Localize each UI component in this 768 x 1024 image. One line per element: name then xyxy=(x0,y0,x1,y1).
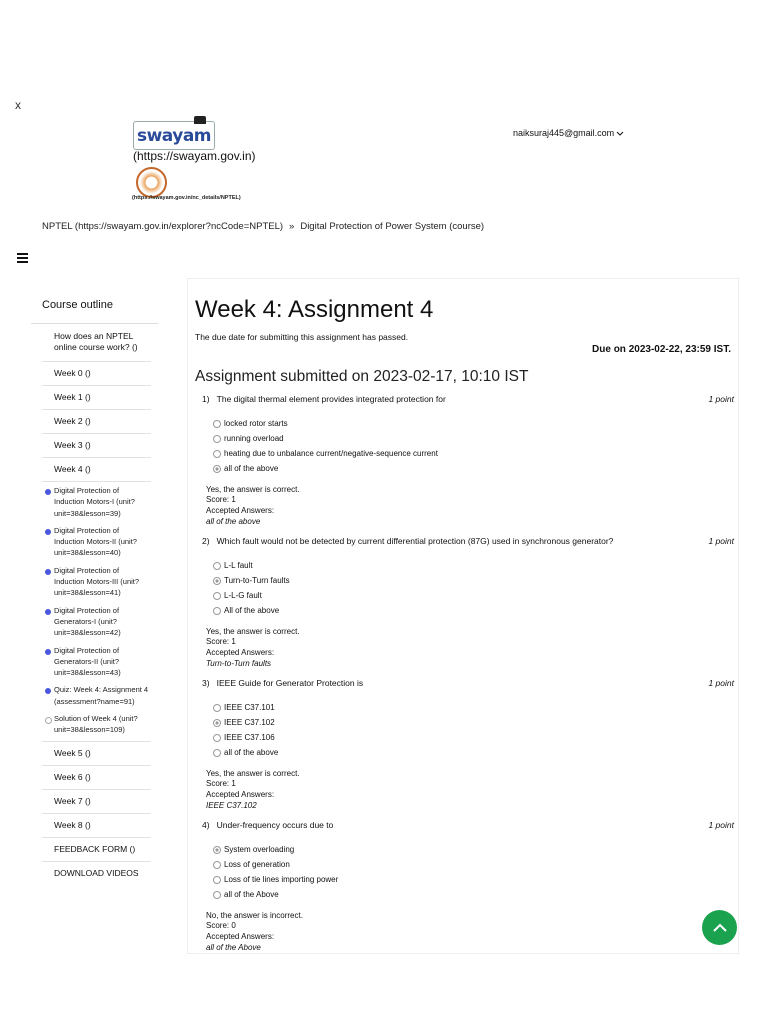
accepted-answers-label: Accepted Answers: xyxy=(206,648,275,657)
question-points: 1 point xyxy=(708,820,734,830)
question-1 xyxy=(202,394,734,527)
question-points: 1 point xyxy=(708,536,734,546)
radio-button[interactable] xyxy=(213,435,221,443)
sidebar-item-week-2[interactable]: Week 2 () xyxy=(42,410,151,434)
sidebar-item-week-8[interactable]: Week 8 () xyxy=(42,814,151,838)
completed-dot-icon xyxy=(45,609,51,615)
radio-button[interactable] xyxy=(213,420,221,428)
hamburger-icon[interactable] xyxy=(17,253,28,265)
question-text: Which fault would not be detected by current differential protection (87G) used in synchronous generator? xyxy=(216,536,614,546)
sidebar-item-week-3[interactable]: Week 3 () xyxy=(42,434,151,458)
option[interactable] xyxy=(213,715,734,730)
accepted-answer: all of the Above xyxy=(206,943,261,952)
chevron-up-icon xyxy=(712,923,728,933)
page-title: Week 4: Assignment 4 xyxy=(195,296,434,323)
user-email: naiksuraj445@gmail.com xyxy=(513,128,615,138)
completed-dot-icon xyxy=(45,529,51,535)
radio-button-selected[interactable] xyxy=(213,465,221,473)
question-4 xyxy=(202,820,734,953)
radio-button[interactable] xyxy=(213,876,221,884)
option-label: all of the above xyxy=(224,748,279,757)
option-label: heating due to unbalance current/negative-sequence current xyxy=(224,449,438,458)
question-text: IEEE Guide for Generator Protection is xyxy=(216,678,364,688)
sidebar-lesson-induction-motors-2[interactable] xyxy=(42,522,151,562)
answer-feedback: No, the answer is incorrect. xyxy=(206,911,303,920)
sidebar-title: Course outline xyxy=(31,291,158,324)
assignment-panel xyxy=(187,278,739,954)
accepted-answers-label: Accepted Answers: xyxy=(206,506,275,515)
breadcrumb xyxy=(42,221,484,232)
option[interactable] xyxy=(213,558,734,573)
lesson-label: Quiz: Week 4: Assignment 4 (assessment?name=91) xyxy=(54,685,149,706)
submission-status: Assignment submitted on 2023-02-17, 10:10 IST xyxy=(195,368,529,385)
sidebar-item-how-nptel-works[interactable]: How does an NPTEL online course work? () xyxy=(42,324,151,362)
score: Score: 1 xyxy=(206,495,236,504)
radio-button[interactable] xyxy=(213,861,221,869)
accepted-answer: IEEE C37.102 xyxy=(206,801,257,810)
option[interactable] xyxy=(213,446,734,461)
option[interactable] xyxy=(213,603,734,618)
due-passed-notice: The due date for submitting this assignment has passed. xyxy=(195,332,409,342)
radio-button[interactable] xyxy=(213,734,221,742)
completed-dot-icon xyxy=(45,649,51,655)
question-3 xyxy=(202,678,734,811)
lesson-label: Digital Protection of Generators-II (unit?unit=38&lesson=43) xyxy=(54,645,121,678)
option-label: IEEE C37.106 xyxy=(224,733,275,742)
option[interactable] xyxy=(213,887,734,902)
swayam-logo-text: swayam xyxy=(136,125,212,146)
option-label: all of the Above xyxy=(224,890,279,899)
option[interactable] xyxy=(213,857,734,872)
sidebar-item-week-1[interactable]: Week 1 () xyxy=(42,386,151,410)
radio-button-selected[interactable] xyxy=(213,577,221,585)
score: Score: 0 xyxy=(206,921,236,930)
option-label: locked rotor starts xyxy=(224,419,288,428)
sidebar-item-week-5[interactable]: Week 5 () xyxy=(42,742,151,766)
incomplete-dot-icon xyxy=(45,717,52,724)
due-date: Due on 2023-02-22, 23:59 IST. xyxy=(592,344,731,355)
option[interactable] xyxy=(213,745,734,760)
completed-dot-icon xyxy=(45,489,51,495)
answer-feedback: Yes, the answer is correct. xyxy=(206,485,300,494)
option[interactable] xyxy=(213,730,734,745)
option[interactable] xyxy=(213,872,734,887)
sidebar-item-week-4[interactable]: Week 4 () xyxy=(42,458,151,482)
option[interactable] xyxy=(213,700,734,715)
radio-button-selected[interactable] xyxy=(213,719,221,727)
accepted-answers-label: Accepted Answers: xyxy=(206,790,275,799)
lesson-label: Digital Protection of Induction Motors-II (unit?unit=38&lesson=40) xyxy=(54,525,137,558)
radio-button[interactable] xyxy=(213,592,221,600)
option-label: All of the above xyxy=(224,606,280,615)
radio-button[interactable] xyxy=(213,891,221,899)
sidebar-lesson-quiz-week-4[interactable] xyxy=(42,681,151,710)
radio-button[interactable] xyxy=(213,749,221,757)
radio-button[interactable] xyxy=(213,704,221,712)
answer-feedback: Yes, the answer is correct. xyxy=(206,627,300,636)
question-points: 1 point xyxy=(708,678,734,688)
radio-button[interactable] xyxy=(213,562,221,570)
score: Score: 1 xyxy=(206,637,236,646)
option[interactable] xyxy=(213,588,734,603)
accepted-answer: all of the above xyxy=(206,517,261,526)
option-label: L-L-G fault xyxy=(224,591,262,600)
option[interactable] xyxy=(213,461,734,476)
swayam-link[interactable]: (https://swayam.gov.in) xyxy=(133,149,256,163)
option-label: Loss of generation xyxy=(224,860,290,869)
score: Score: 1 xyxy=(206,779,236,788)
swayam-logo[interactable] xyxy=(133,121,215,150)
nptel-link[interactable]: (https://swayam.gov.in/nc_details/NPTEL) xyxy=(132,195,241,201)
user-menu[interactable] xyxy=(513,128,624,138)
scroll-to-top-button[interactable] xyxy=(702,910,737,945)
option-label: running overload xyxy=(224,434,284,443)
accepted-answers-label: Accepted Answers: xyxy=(206,932,275,941)
question-number: 3) xyxy=(202,678,210,688)
breadcrumb-separator: » xyxy=(289,221,295,232)
chevron-down-icon xyxy=(616,131,624,137)
radio-button[interactable] xyxy=(213,450,221,458)
lesson-label: Digital Protection of Generators-I (unit?unit=38&lesson=42) xyxy=(54,605,121,638)
radio-button[interactable] xyxy=(213,607,221,615)
lesson-label: Digital Protection of Induction Motors-I (unit?unit=38&lesson=39) xyxy=(54,486,135,518)
option-label: IEEE C37.102 xyxy=(224,718,275,727)
question-number: 2) xyxy=(202,536,210,546)
sidebar-item-feedback-form[interactable]: FEEDBACK FORM () xyxy=(42,838,151,862)
sidebar-item-week-7[interactable]: Week 7 () xyxy=(42,790,151,814)
sidebar-item-week-0[interactable]: Week 0 () xyxy=(42,362,151,386)
sidebar-item-week-6[interactable]: Week 6 () xyxy=(42,766,151,790)
course-outline-sidebar xyxy=(31,291,158,885)
breadcrumb-nptel[interactable]: NPTEL (https://swayam.gov.in/explorer?ncCode=NPTEL) xyxy=(42,221,284,232)
lesson-label: Solution of Week 4 (unit?unit=38&lesson=109) xyxy=(54,714,138,735)
option[interactable] xyxy=(213,573,734,588)
sidebar-item-download-videos[interactable]: DOWNLOAD VIDEOS xyxy=(54,867,139,878)
question-text: Under-frequency occurs due to xyxy=(216,820,334,830)
option-label: IEEE C37.101 xyxy=(224,703,275,712)
option-label: Turn-to-Turn faults xyxy=(224,576,290,585)
option-label: L-L fault xyxy=(224,561,253,570)
sidebar-lesson-induction-motors-1[interactable] xyxy=(42,482,151,522)
sidebar-lesson-induction-motors-3[interactable] xyxy=(42,562,151,602)
answer-feedback: Yes, the answer is correct. xyxy=(206,769,300,778)
option-label: all of the above xyxy=(224,464,279,473)
sidebar-lesson-generators-2[interactable] xyxy=(42,642,151,682)
lesson-label: Digital Protection of Induction Motors-III (unit?unit=38&lesson=41) xyxy=(54,565,140,598)
accepted-answer: Turn-to-Turn faults xyxy=(206,659,272,668)
option-label: Loss of tie lines importing power xyxy=(224,875,339,884)
question-text: The digital thermal element provides integrated protection for xyxy=(216,394,446,404)
close-button[interactable]: x xyxy=(15,98,21,112)
radio-button-selected[interactable] xyxy=(213,846,221,854)
question-number: 4) xyxy=(202,820,210,830)
question-number: 1) xyxy=(202,394,210,404)
graduation-cap-icon xyxy=(194,116,206,124)
option[interactable] xyxy=(213,416,734,431)
completed-dot-icon xyxy=(45,688,51,694)
option[interactable] xyxy=(213,842,734,857)
sidebar-lesson-generators-1[interactable] xyxy=(42,602,151,642)
option-label: System overloading xyxy=(224,845,295,854)
question-2 xyxy=(202,536,734,669)
option[interactable] xyxy=(213,431,734,446)
nptel-logo[interactable] xyxy=(136,167,167,198)
completed-dot-icon xyxy=(45,569,51,575)
sidebar-lesson-solution-week-4[interactable] xyxy=(42,710,151,742)
breadcrumb-course[interactable]: Digital Protection of Power System (course) xyxy=(300,221,485,232)
question-points: 1 point xyxy=(708,394,734,404)
